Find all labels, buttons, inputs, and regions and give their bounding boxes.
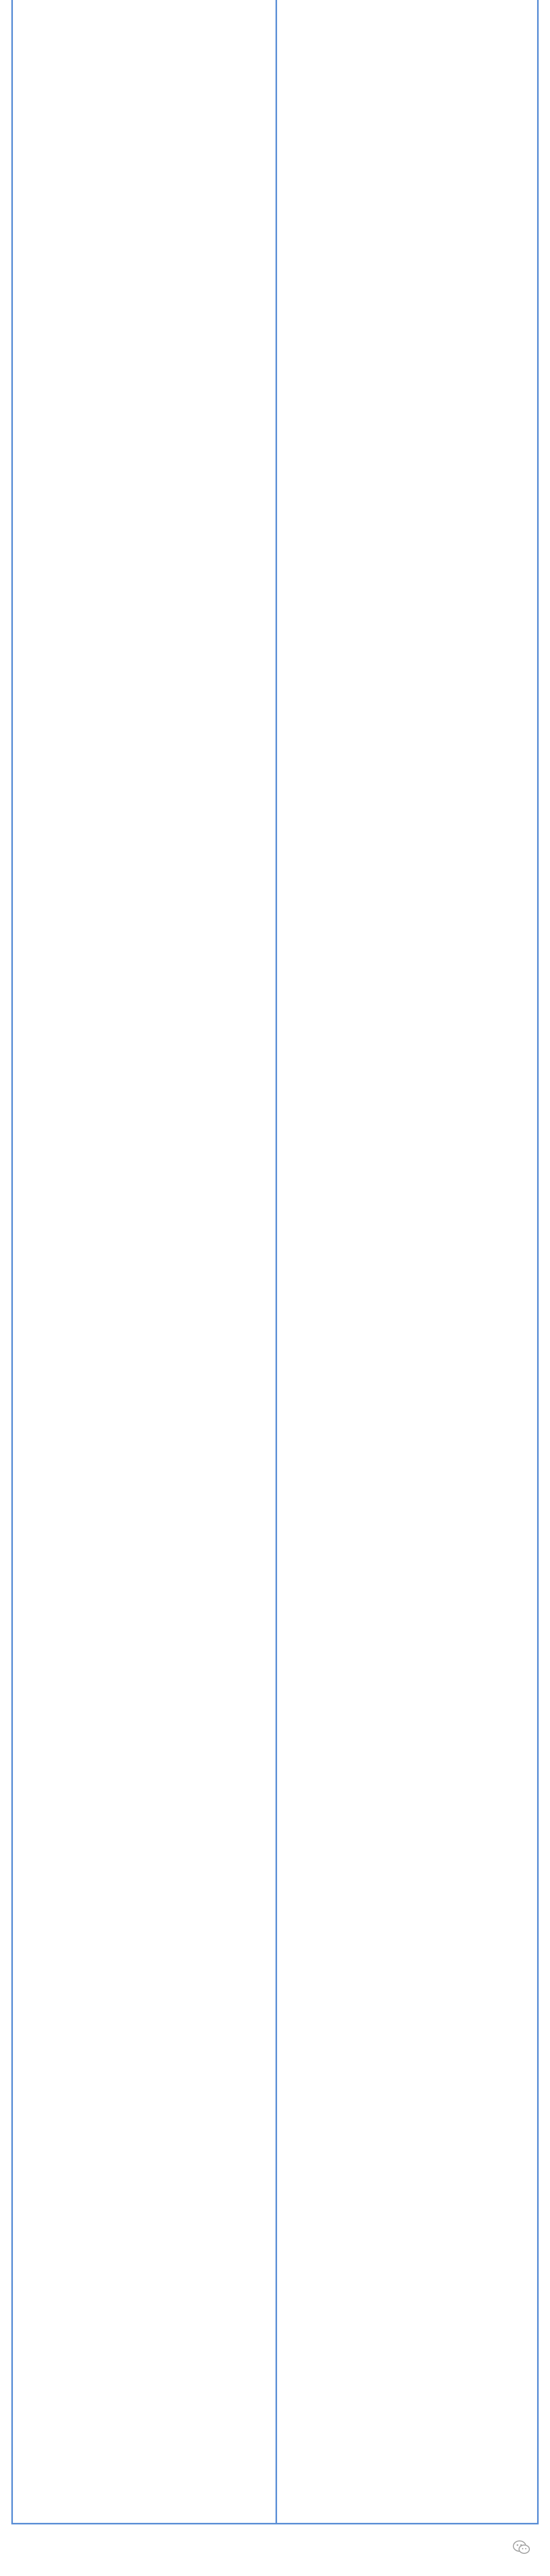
comparison-table (11, 0, 539, 2524)
column-divider (276, 0, 277, 2523)
wechat-icon (513, 2540, 530, 2555)
watermark-logo (513, 2540, 535, 2555)
